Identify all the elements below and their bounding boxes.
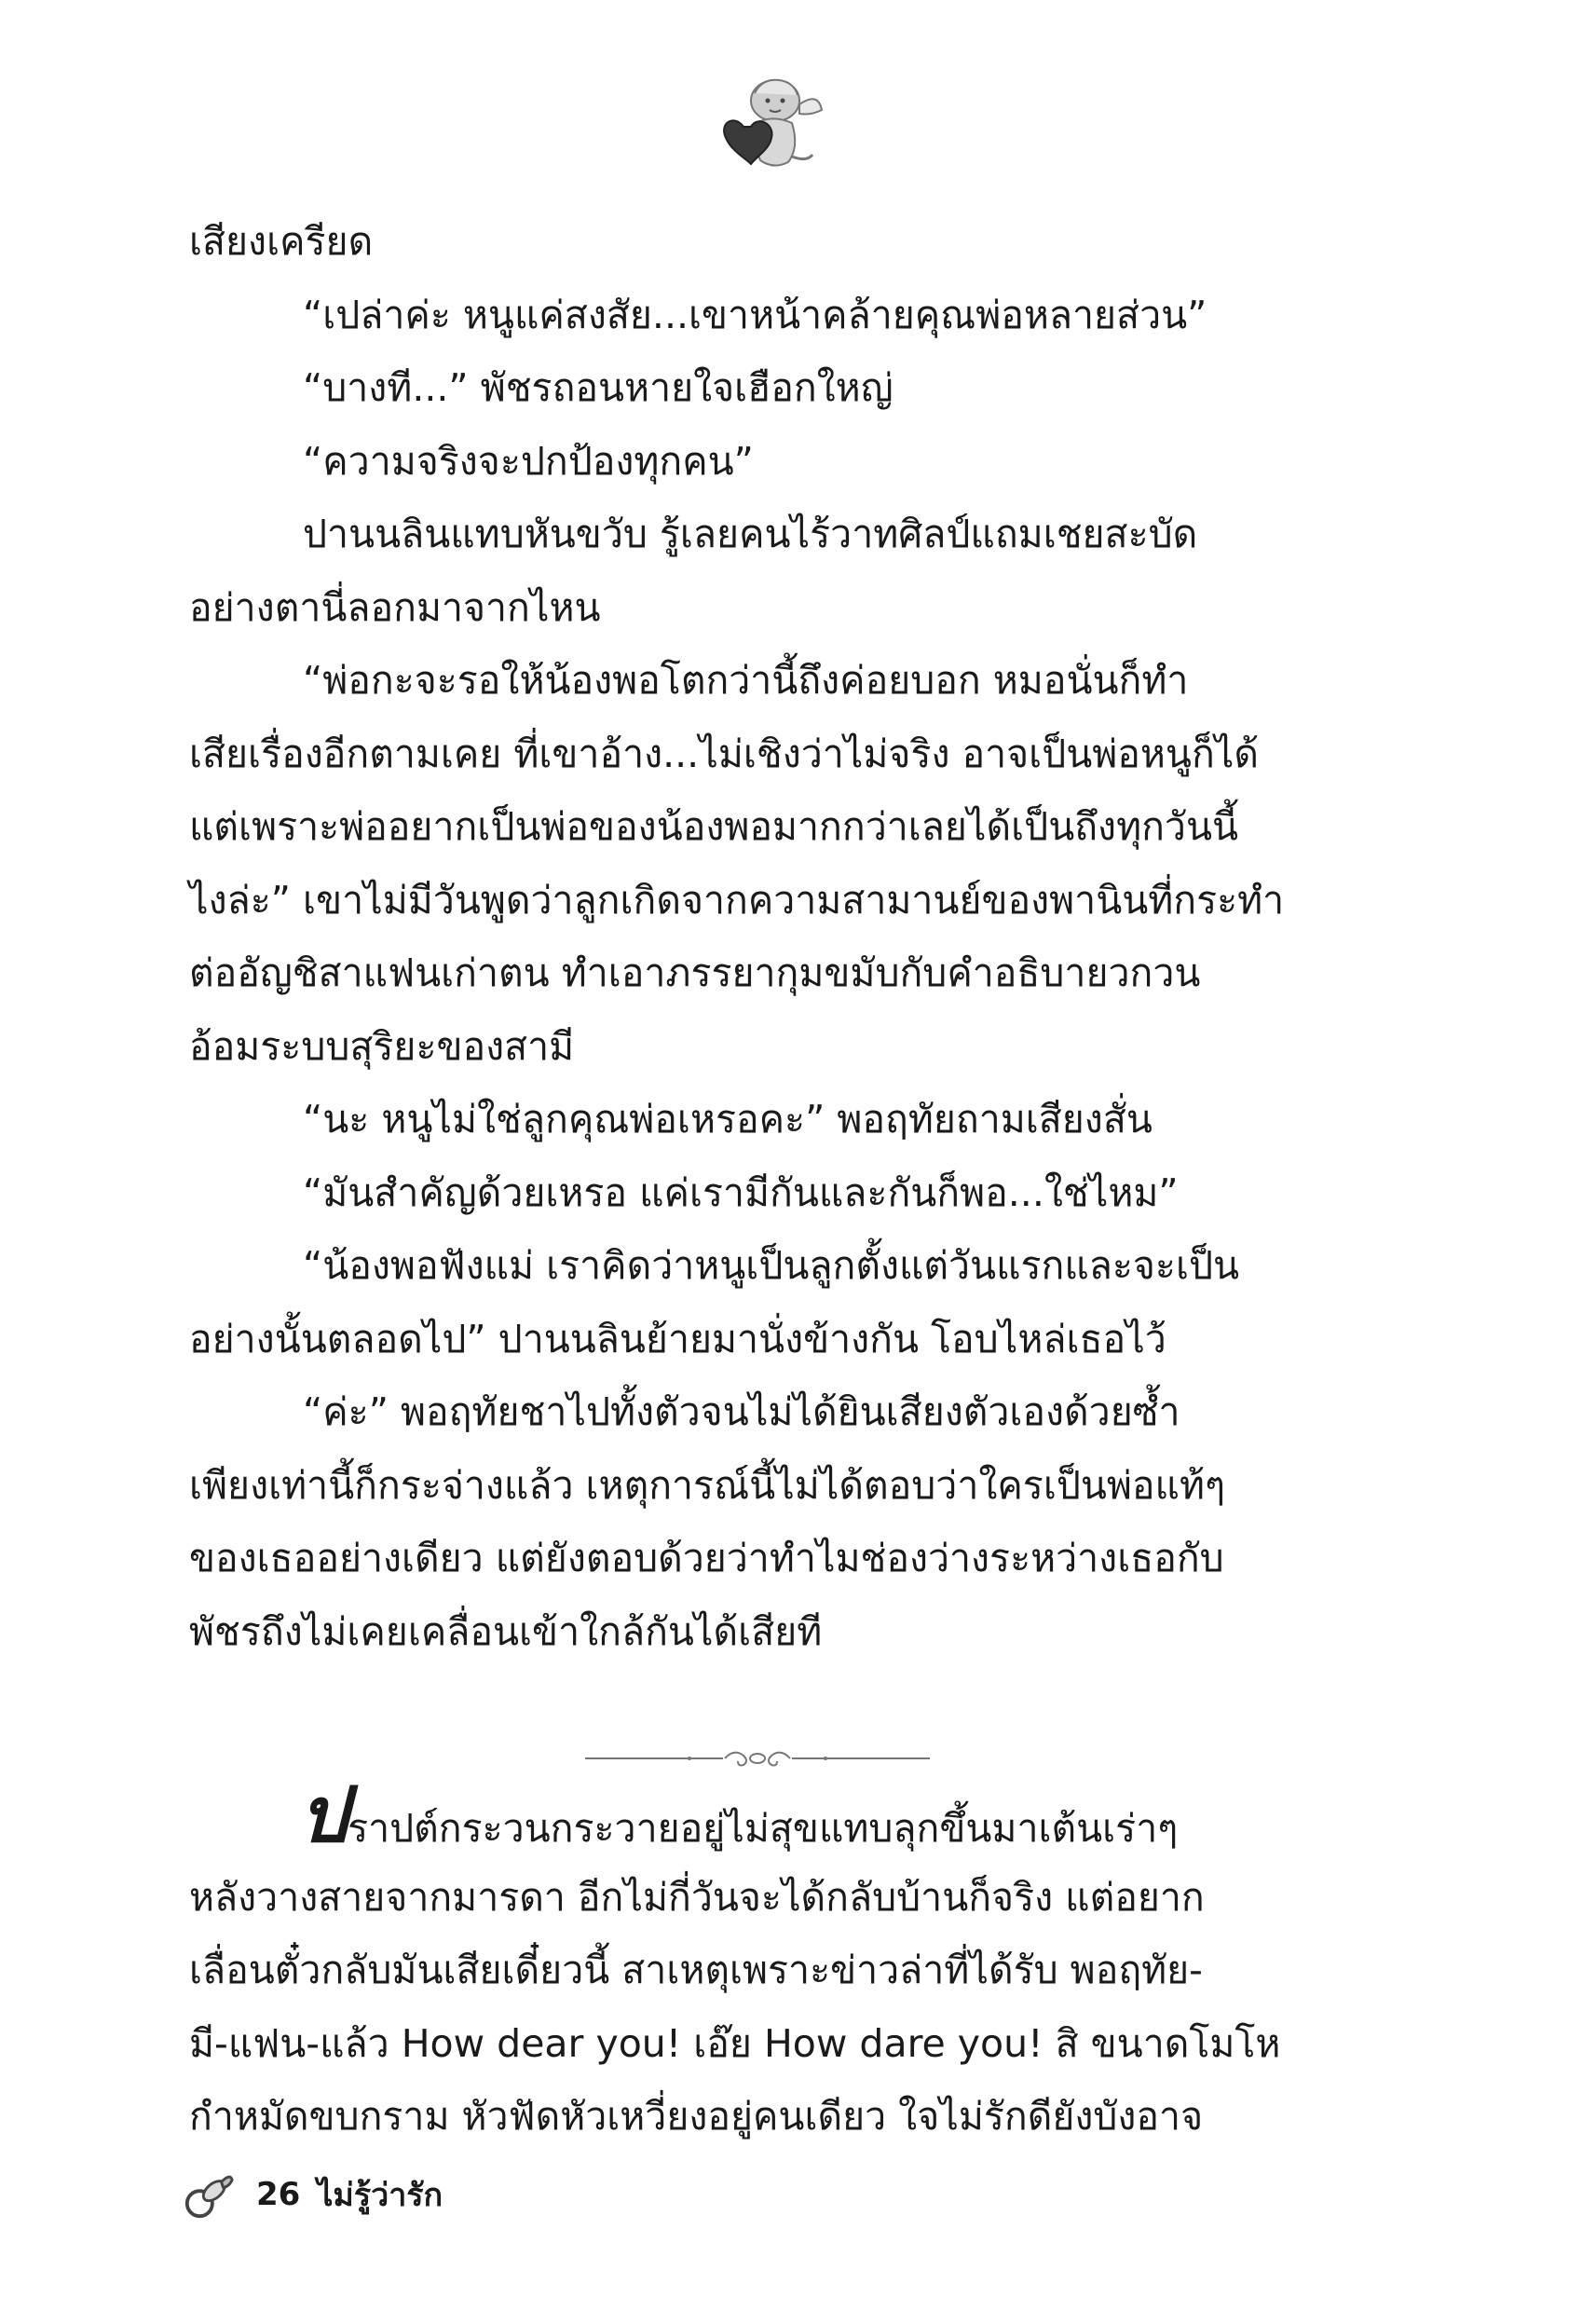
first-line-text: ราปต์กระวนกระวายอยู่ไม่สุขแทบลุกขึ้นมาเต้นเร่าๆ [348,1806,1179,1851]
paragraph-first-line [189,1771,1330,1861]
paragraph-line: เสียเรื่องอีกตามเคย ที่เขาอ้าง...ไม่เชิงว่าไม่จริง อาจเป็นพ่อหนูก็ได้ [189,731,1260,776]
page-footer [182,2162,443,2227]
paragraph-line: “น้องพอฟังแม่ เราคิดว่าหนูเป็นลูกตั้งแต่วันแรกและจะเป็น [303,1243,1240,1288]
text-block-part1 [189,205,1330,1668]
drop-cap: ป [299,1771,348,1860]
baby-pacifier-icon [182,2167,236,2222]
paragraph-line: ของเธออย่างเดียว แต่ยังตอบด้วยว่าทำไมช่องว่างระหว่างเธอกับ [189,1536,1224,1580]
cherub-holding-heart-icon [714,73,825,175]
text-block-part2 [189,1771,1330,2154]
paragraph-line: เพียงเท่านี้ก็กระจ่างแล้ว เหตุการณ์นี้ไม่ได้ตอบว่าใครเป็นพ่อแท้ๆ [189,1462,1226,1508]
paragraph-line: “มันสำคัญด้วยเหรอ แค่เรามีกันและกันก็พอ...ใช่ไหม” [303,1169,1179,1215]
paragraph-line: “บางที...” พัชรถอนหายใจเฮือกใหญ่ [303,365,893,410]
paragraph-line: ไงล่ะ” เขาไม่มีวันพูดว่าลูกเกิดจากความสามานย์ของพานินที่กระทำ [189,877,1285,923]
page-number: 26 [256,2176,301,2213]
paragraph-line: แต่เพราะพ่ออยากเป็นพ่อของน้องพอมากกว่าเลยได้เป็นถึงทุกวันนี้ [189,804,1238,849]
paragraph-line: กำหมัดขบกราม หัวฟัดหัวเหวี่ยงอยู่คนเดียว ใจไม่รักดียังบังอาจ [189,2094,1204,2139]
paragraph-line: หลังวางสายจากมารดา อีกไม่กี่วันจะได้กลับบ้านก็จริง แต่อยาก [189,1874,1205,1920]
scroll-ornament-divider-icon [585,1744,930,1772]
paragraph-line: เลื่อนตั๋วกลับมันเสียเดี๋ยวนี้ สาเหตุเพราะข่าวล่าที่ได้รับ พอฤทัย- [189,1948,1203,1992]
book-title: ไม่รู้ว่ารัก [317,2177,443,2214]
paragraph-line: มี-แฟน-แล้ว How dear you! เอ๊ย How dare you! สิ ขนาดโมโห [189,2020,1281,2066]
paragraph-line: “ค่ะ” พอฤทัยชาไปทั้งตัวจนไม่ได้ยินเสียงตัวเองด้วยซ้ำ [303,1389,1180,1434]
paragraph-line: “ความจริงจะปกป้องทุกคน” [303,438,754,484]
paragraph-line: “พ่อกะจะรอให้น้องพอโตกว่านี้ถึงค่อยบอก หมอนั่นก็ทำ [303,658,1189,703]
paragraph-line: “นะ หนูไม่ใช่ลูกคุณพ่อเหรอคะ” พอฤทัยถามเสียงสั่น [303,1097,1153,1142]
paragraph-line: พัชรถึงไม่เคยเคลื่อนเข้าใกล้กันได้เสียที [189,1608,823,1654]
paragraph-line: อย่างนั้นตลอดไป” ปานนลินย้ายมานั่งข้างกัน โอบไหล่เธอไว้ [189,1316,1166,1361]
paragraph-line: “เปล่าค่ะ หนูแค่สงสัย...เขาหน้าคล้ายคุณพ่อหลายส่วน” [303,292,1207,337]
paragraph-line: เสียงเครียด [189,219,374,264]
paragraph-line: อ้อมระบบสุริยะของสามี [189,1023,575,1069]
paragraph-line: ปานนลินแทบหันขวับ รู้เลยคนไร้วาทศิลป์แถมเชยสะบัด [303,512,1198,556]
paragraph-line: ต่ออัญชิสาแฟนเก่าตน ทำเอาภรรยากุมขมับกับคำอธิบายวกวน [189,950,1201,995]
paragraph-line: อย่างตานี่ลอกมาจากไหน [189,584,601,630]
